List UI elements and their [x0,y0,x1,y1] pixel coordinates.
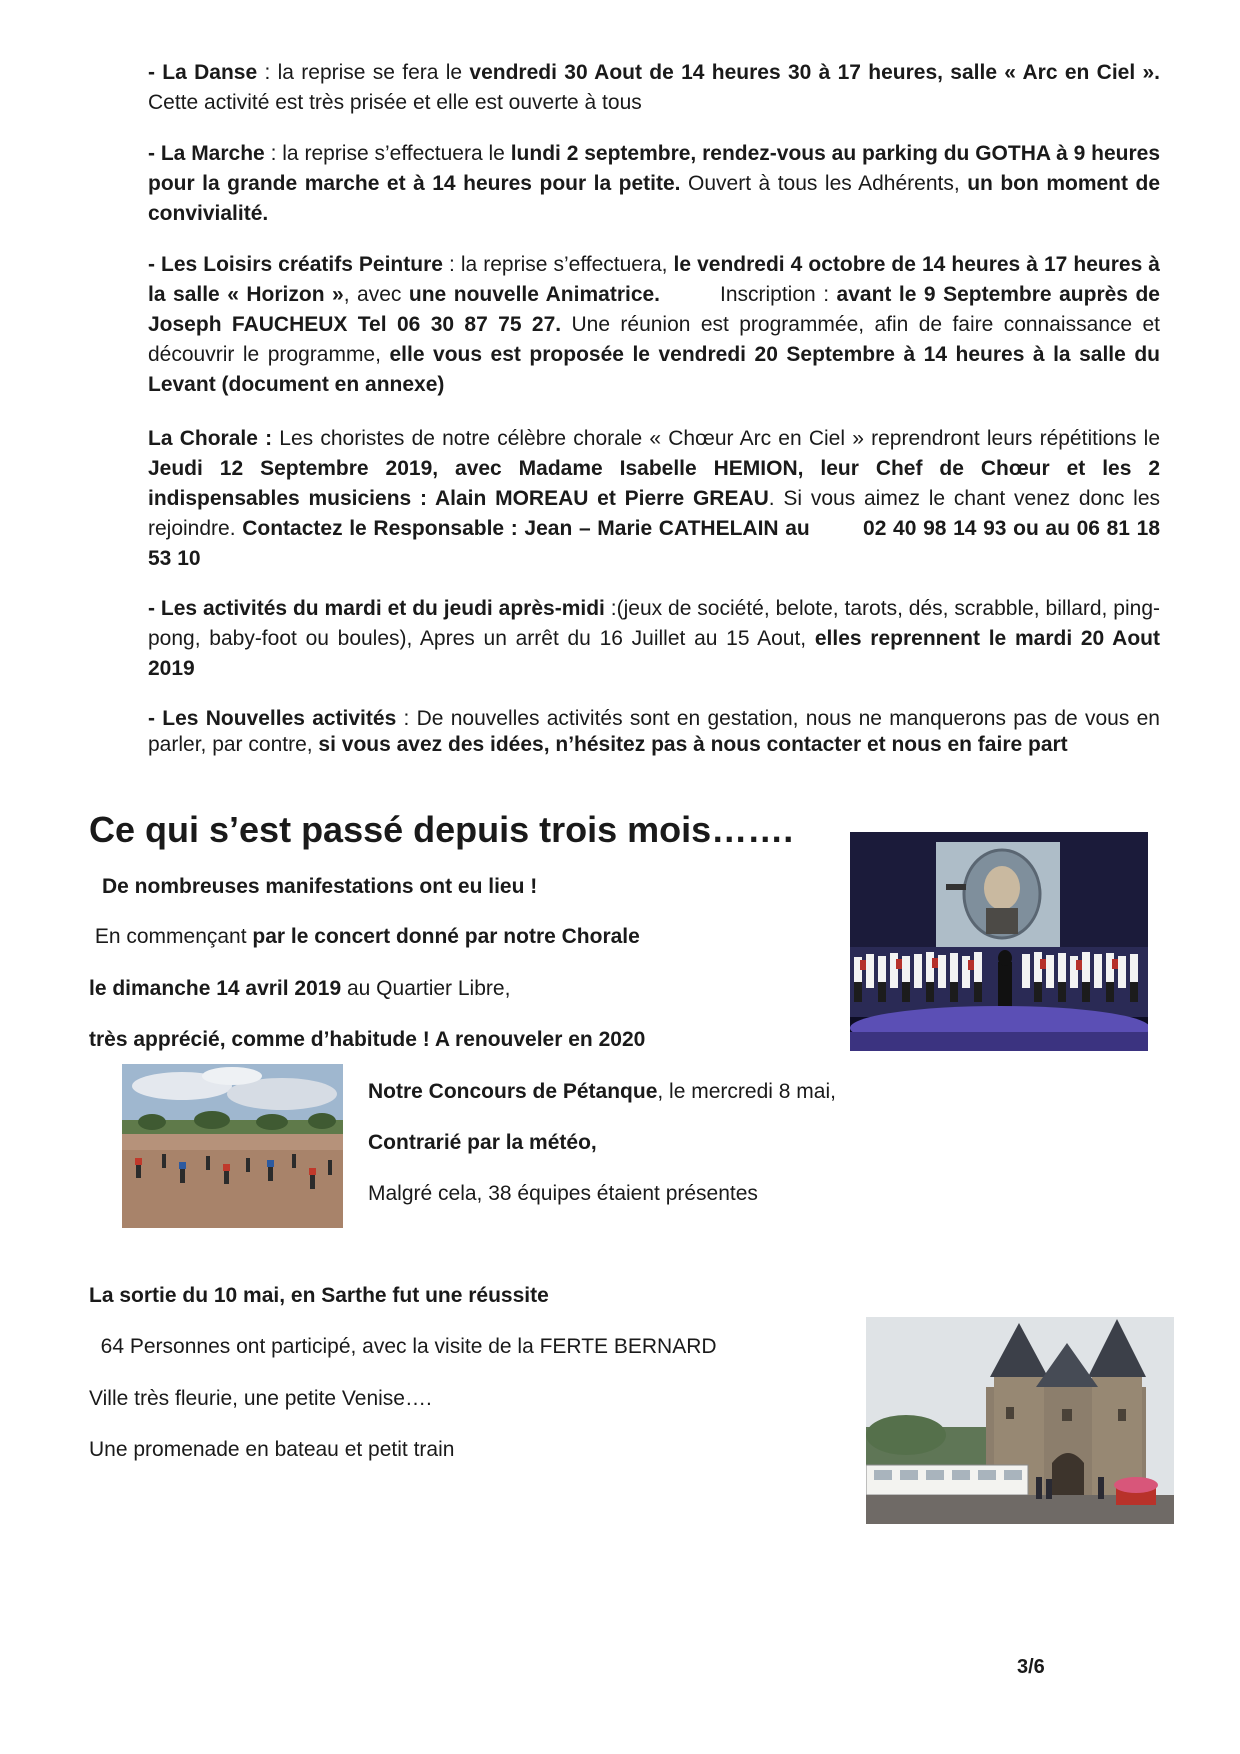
activity-chorale: La Chorale : Les choristes de notre célèbre chorale « Chœur Arc en Ciel » reprendront leurs répétitions le Jeudi 12 Septembre 2019, avec Madame Isabelle HEMION, leur Chef de Chœur et les 2 indispensables musiciens : Alain MOREAU et Pierre GREAU. Si vous aimez le chant venez donc les rejoindre. Contactez le Responsable : Jean – Marie CATHELAIN au 02 40 98 14 93 ou au 06 81 18 53 10 [148,427,1166,570]
section-title: Ce qui s’est passé depuis trois mois……. [89,809,794,850]
ferte-bernard-photo [866,1317,1174,1524]
recap-petanque-line3: Malgré cela, 38 équipes étaient présentes [368,1182,758,1205]
recap-intro: De nombreuses manifestations ont eu lieu ! [102,875,538,898]
petanque-photo [122,1064,343,1228]
recap-petanque-line2: Contrarié par la météo, [368,1131,597,1154]
activity-nouvelles: - Les Nouvelles activités : De nouvelles activités sont en gestation, nous ne manquerons pas de vous en parler, par contre, si vous avez des idées, n’hésitez pas à nous contacter et nous en faire part [148,707,1160,756]
recap-concert-line1: En commençant par le concert donné par notre Chorale [89,925,640,948]
recap-sortie-line3: Une promenade en bateau et petit train [89,1438,455,1461]
activity-danse: - La Danse : la reprise se fera le vendredi 30 Aout de 14 heures 30 à 17 heures, salle « Arc en Ciel ». Cette activité est très prisée et elle est ouverte à tous [148,61,1161,114]
page-number: 3/6 [1017,1656,1045,1678]
choir-concert-photo [850,832,1148,1051]
recap-sortie-line2: Ville très fleurie, une petite Venise…. [89,1387,432,1410]
recap-petanque-line1: Notre Concours de Pétanque, le mercredi 8 mai, [368,1080,836,1103]
activity-marche: - La Marche : la reprise s’effectuera le lundi 2 septembre, rendez-vous au parking du GOTHA à 9 heures pour la grande marche et à 14 heures pour la petite. Ouvert à tous les Adhérents, un bon moment de convivialité. [148,142,1161,225]
activity-mardi-jeudi: - Les activités du mardi et du jeudi après-midi :(jeux de société, belote, tarots, dés, scrabble, billard, ping-pong, baby-foot ou boules), Apres un arrêt du 16 Juillet au 15 Aout, elles reprennent le mardi 20 Aout 2019 [148,597,1160,680]
recap-sortie-line1: 64 Personnes ont participé, avec la visite de la FERTE BERNARD [89,1335,717,1358]
recap-concert-line3: très apprécié, comme d’habitude ! A renouveler en 2020 [89,1028,646,1051]
activity-loisirs: - Les Loisirs créatifs Peinture : la reprise s’effectuera, le vendredi 4 octobre de 14 heures à 17 heures à la salle « Horizon », avec une nouvelle Animatrice. Inscription : avant le 9 Septembre auprès de Joseph FAUCHEUX Tel 06 30 87 75 27. Une réunion est programmée, afin de faire connaissance et découvrir le programme, elle vous est proposée le vendredi 20 Septembre à 14 heures à la salle du Levant (document en annexe) [148,253,1161,396]
recap-concert-line2: le dimanche 14 avril 2019 au Quartier Libre, [89,977,511,1000]
recap-sortie-title: La sortie du 10 mai, en Sarthe fut une réussite [89,1284,549,1307]
